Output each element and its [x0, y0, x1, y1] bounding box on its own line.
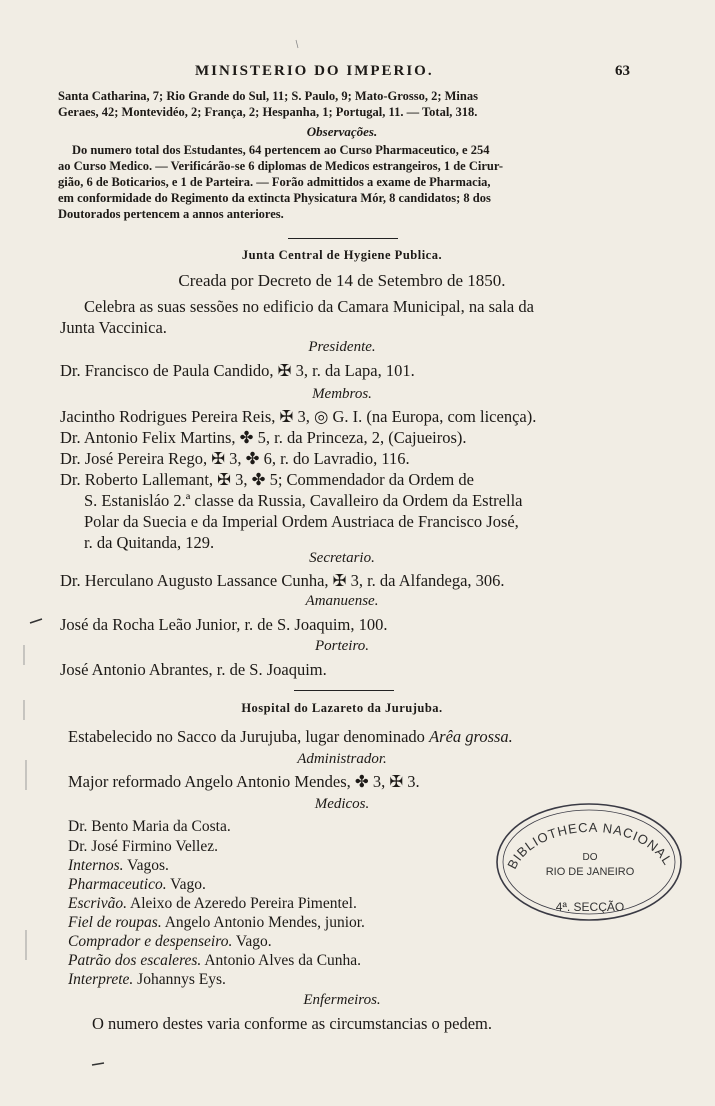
membro-entry-cont: r. da Quitanda, 129. — [84, 533, 215, 552]
observacoes-title: Observações. — [306, 124, 378, 139]
amanuense-label: Amanuense. — [305, 593, 379, 609]
junta-creada: Creada por Decreto de 14 de Setembro de 1850. — [178, 271, 506, 290]
staff-role: Escrivão. — [68, 895, 127, 912]
margin-mark — [92, 1063, 104, 1065]
margin-mark — [30, 619, 42, 623]
staff-name: Vago. — [166, 876, 206, 893]
porteiro-name: José Antonio Abrantes, r. de S. Joaquim. — [60, 660, 327, 679]
stamp-city: RIO DE JANEIRO — [545, 866, 635, 878]
staff-name: Antonio Alves da Cunha. — [201, 952, 362, 969]
presidente-name: Dr. Francisco de Paula Candido, ✠ 3, r. da Lapa, 101. — [60, 361, 415, 380]
enfermeiros-text: O numero destes varia conforme as circumstancias o pedem. — [92, 1014, 492, 1033]
staff-name: Johannys Eys. — [133, 971, 226, 988]
intro-line: Geraes, 42; Montevidéo, 2; França, 2; Hespanha, 1; Portugal, 11. — Total, 318. — [58, 105, 478, 119]
estab-place: Arêa grossa. — [429, 727, 513, 746]
junta-celebra-cont: Junta Vaccinica. — [60, 318, 167, 337]
stamp-section: 4ª. SECÇÃO — [555, 900, 625, 914]
staff-role: Patrão dos escaleres. — [68, 952, 202, 969]
junta-celebra: Celebra as suas sessões no edificio da Camara Municipal, na sala da — [84, 297, 534, 316]
stamp-do: DO — [582, 852, 598, 863]
membro-entry: Dr. Antonio Felix Martins, ✤ 5, r. da Princeza, 2, (Cajueiros). — [60, 428, 467, 447]
staff-role: Fiel de roupas. — [68, 914, 162, 931]
obs-line: em conformidade do Regimento da extincta Physicatura Mór, 8 candidatos; 8 dos — [58, 191, 491, 205]
running-title: MINISTERIO DO IMPERIO. — [195, 63, 434, 79]
membros-label: Membros. — [312, 386, 372, 402]
membro-entry: Dr. José Pereira Rego, ✠ 3, ✤ 6, r. do Lavradio, 116. — [60, 449, 410, 468]
staff-role: Comprador e despenseiro. — [68, 933, 233, 950]
estab-text: Estabelecido no Sacco da Jurujuba, lugar denominado — [68, 727, 430, 746]
membro-entry: Jacintho Rodrigues Pereira Reis, ✠ 3, ◎ G. I. (na Europa, com licença). — [60, 407, 537, 426]
staff-name: Vago. — [232, 933, 272, 950]
porteiro-label: Porteiro. — [314, 638, 370, 654]
medicos-label: Medicos. — [314, 796, 370, 812]
obs-line: ao Curso Medico. — Verificárão-se 6 diplomas de Medicos estrangeiros, 1 de Cirur- — [58, 159, 504, 173]
membro-entry-cont: Polar da Suecia e da Imperial Ordem Austriaca de Francisco José, — [84, 512, 519, 531]
staff-name: Vagos. — [123, 857, 169, 874]
secretario-name: Dr. Herculano Augusto Lassance Cunha, ✠ 3, r. da Alfandega, 306. — [60, 571, 505, 590]
stamp-top-text: BIBLIOTHECA NACIONAL — [504, 819, 676, 872]
staff-name: Angelo Antonio Mendes, junior. — [161, 914, 365, 931]
intro-line: Santa Catharina, 7; Rio Grande do Sul, 11; S. Paulo, 9; Mato-Grosso, 2; Minas — [58, 89, 478, 103]
junta-heading: Junta Central de Hygiene Publica. — [241, 248, 443, 262]
membro-entry-cont: S. Estanisláo 2.ª classe da Russia, Cavalleiro da Ordem da Estrella — [84, 491, 523, 510]
secretario-label: Secretario. — [309, 550, 375, 566]
page-number: 63 — [615, 63, 630, 79]
medico-entry: Dr. José Firmino Vellez. — [68, 838, 218, 855]
amanuense-name: José da Rocha Leão Junior, r. de S. Joaquim, 100. — [60, 615, 388, 634]
obs-line: gião, 6 de Boticarios, e 1 de Parteira. — Forão admittidos a exame de Pharmacia, — [58, 175, 491, 189]
enfermeiros-label: Enfermeiros. — [303, 992, 381, 1008]
margin-mark — [296, 40, 298, 48]
staff-role: Interprete. — [68, 971, 134, 988]
membro-entry: Dr. Roberto Lallemant, ✠ 3, ✤ 5; Commendador da Ordem de — [60, 470, 474, 489]
administrador-name: Major reformado Angelo Antonio Mendes, ✤ 3, ✠ 3. — [68, 772, 420, 791]
obs-line: Do numero total dos Estudantes, 64 pertencem ao Curso Pharmaceutico, e 254 — [72, 143, 490, 157]
obs-line: Doutorados pertencem a annos anteriores. — [58, 207, 284, 221]
hospital-heading: Hospital do Lazareto da Jurujuba. — [241, 701, 443, 715]
presidente-label: Presidente. — [308, 339, 376, 355]
administrador-label: Administrador. — [297, 751, 387, 767]
staff-name: Aleixo de Azeredo Pereira Pimentel. — [126, 895, 357, 912]
staff-role: Internos. — [68, 857, 124, 874]
staff-role: Pharmaceutico. — [68, 876, 167, 893]
medico-entry: Dr. Bento Maria da Costa. — [68, 818, 231, 835]
